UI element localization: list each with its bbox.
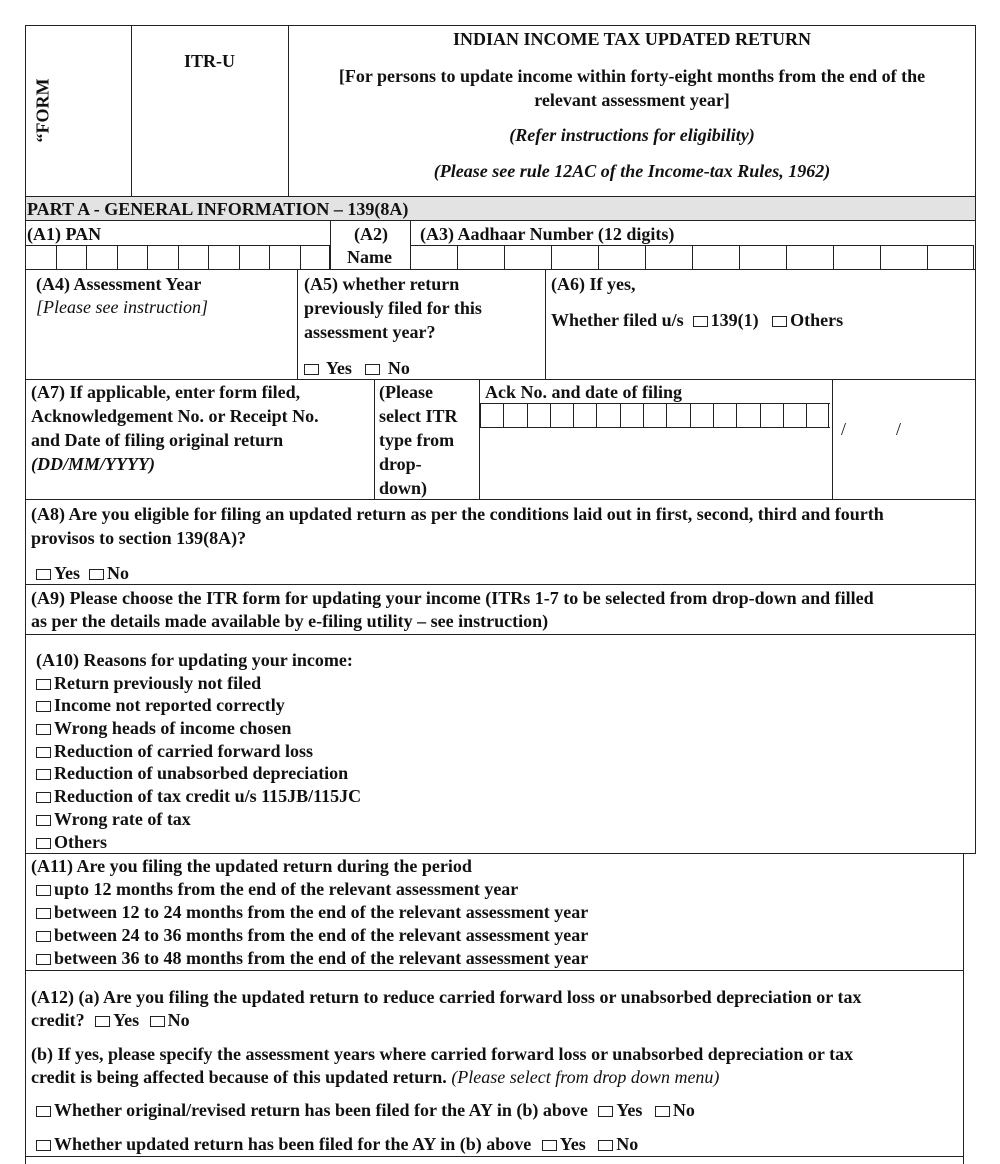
assessment-row-divider-1 — [297, 269, 298, 380]
a7-divider-2 — [479, 379, 480, 500]
rule-note: (Please see rule 12AC of the Income-tax Rules, 1962) — [433, 161, 831, 181]
a10-option[interactable] — [36, 717, 291, 739]
a10-option-label: Reduction of unabsorbed depreciation — [54, 763, 349, 783]
name-label-2: Name — [347, 247, 392, 267]
aadhaar-input-cells[interactable] — [410, 245, 974, 270]
a11-label: (A11) Are you filing the updated return during the period — [31, 856, 472, 876]
form-subtitle-1: [For persons to update income within forty-eight months from the end of the — [338, 66, 926, 86]
ack-number-cells[interactable] — [480, 403, 830, 428]
a9-line1: (A9) Please choose the ITR form for updating your income (ITRs 1-7 to be selected from drop-down and filled — [31, 588, 874, 608]
a11-option-label: between 24 to 36 months from the end of the relevant assessment year — [54, 925, 589, 945]
a8-yes-checkbox[interactable] — [36, 569, 51, 580]
a12c-label: Whether original/revised return has been filed for the AY in (b) above — [54, 1100, 588, 1120]
a12b-line2 — [31, 1066, 719, 1088]
a11-checkbox[interactable] — [36, 954, 51, 965]
a6-question: Whether filed u/s — [551, 310, 684, 330]
a11-option-label: upto 12 months from the end of the relevant assessment year — [54, 879, 519, 899]
a12d-checkbox[interactable] — [36, 1140, 51, 1151]
a9-line2: as per the details made available by e-filing utility – see instruction) — [31, 611, 549, 631]
a10-checkbox[interactable] — [36, 838, 51, 849]
a7-divider-3 — [832, 379, 833, 500]
name-label-1: (A2) — [354, 224, 388, 244]
a7-line1: (A7) If applicable, enter form filed, — [31, 382, 301, 402]
a10-option[interactable] — [36, 808, 191, 830]
a5-yes-label: Yes — [325, 358, 352, 378]
a10-checkbox[interactable] — [36, 724, 51, 735]
a11-option[interactable] — [36, 901, 588, 923]
a12b-text: credit is being affected because of this updated return. — [31, 1067, 447, 1087]
a12d-yes-checkbox[interactable] — [542, 1140, 557, 1151]
itr-type-hint-3: type from — [379, 430, 455, 450]
a10-option[interactable] — [36, 785, 361, 807]
a8-options — [36, 562, 129, 584]
a7-divider-1 — [374, 379, 375, 500]
a5-line1: (A5) whether return — [304, 274, 460, 294]
a6-139-1-checkbox[interactable] — [693, 316, 708, 327]
a5-line3: assessment year? — [304, 322, 436, 342]
a10-option-label: Reduction of carried forward loss — [54, 741, 313, 761]
a12c-checkbox[interactable] — [36, 1106, 51, 1117]
assessment-year-label: (A4) Assessment Year — [36, 274, 202, 294]
date-sep-2: / — [896, 419, 902, 439]
a12d-yes-label: Yes — [559, 1134, 586, 1154]
ack-label: Ack No. and date of filing — [485, 382, 683, 402]
a12a-line1: (A12) (a) Are you filing the updated return to reduce carried forward loss or unabsorbed depreciation or tax — [31, 987, 862, 1007]
a12d-row — [36, 1133, 638, 1155]
a12b-dropdown-note: (Please select from drop down menu) — [451, 1067, 720, 1087]
pan-label: (A1) PAN — [27, 224, 102, 244]
a8-yes-label: Yes — [54, 563, 80, 583]
a7-line4: (DD/MM/YYYY) — [31, 454, 155, 474]
a12-right-border — [963, 970, 964, 1164]
a5-yes-checkbox[interactable] — [304, 364, 319, 375]
part-a-heading: PART A - GENERAL INFORMATION – 139(8A) — [27, 199, 409, 219]
a12b-line1: (b) If yes, please specify the assessment years where carried forward loss or unabsorbed depreciation or tax — [31, 1044, 854, 1064]
a12a-question: credit? — [31, 1010, 85, 1030]
id-row-divider-1 — [330, 220, 331, 270]
a10-option-label: Wrong rate of tax — [54, 809, 191, 829]
a10-option-label: Return previously not filed — [54, 673, 262, 693]
a12a-line2 — [31, 1009, 190, 1031]
itr-type-hint-4: drop- — [379, 454, 422, 474]
a11-option[interactable] — [36, 878, 518, 900]
a12-left-border — [25, 970, 26, 1164]
assessment-year-note: [Please see instruction] — [36, 297, 208, 317]
a10-label: (A10) Reasons for updating your income: — [36, 650, 353, 670]
a10-option-label: Reduction of tax credit u/s 115JB/115JC — [54, 786, 362, 806]
a11-option[interactable] — [36, 947, 588, 969]
pan-input-cells[interactable] — [25, 245, 330, 270]
aadhaar-label: (A3) Aadhaar Number (12 digits) — [420, 224, 675, 244]
a12a-no-checkbox[interactable] — [150, 1016, 165, 1027]
a6-line2 — [551, 309, 843, 331]
a5-no-label: No — [387, 358, 410, 378]
a8-no-checkbox[interactable] — [89, 569, 104, 580]
a8-line2: provisos to section 139(8A)? — [31, 528, 247, 548]
date-sep-1: / — [841, 419, 847, 439]
a10-checkbox[interactable] — [36, 701, 51, 712]
a12d-label: Whether updated return has been filed for the AY in (b) above — [54, 1134, 532, 1154]
a10-checkbox[interactable] — [36, 747, 51, 758]
a8-line1: (A8) Are you eligible for filing an updated return as per the conditions laid out in first, second, third and fourth — [31, 504, 884, 524]
a6-others-checkbox[interactable] — [772, 316, 787, 327]
a6-others-label: Others — [790, 310, 844, 330]
a10-checkbox[interactable] — [36, 815, 51, 826]
eligibility-note: (Refer instructions for eligibility) — [509, 125, 755, 145]
a11-option-label: between 12 to 24 months from the end of the relevant assessment year — [54, 902, 589, 922]
a7-line3: and Date of filing original return — [31, 430, 284, 450]
a6-line1: (A6) If yes, — [551, 274, 636, 294]
a12c-row — [36, 1099, 695, 1121]
a12a-no-label: No — [167, 1010, 190, 1030]
a11-checkbox[interactable] — [36, 931, 51, 942]
a10-option[interactable] — [36, 831, 107, 853]
itr-type-hint-5: down) — [379, 478, 428, 498]
a10-checkbox[interactable] — [36, 769, 51, 780]
a12c-yes-checkbox[interactable] — [598, 1106, 613, 1117]
a12d-no-label: No — [616, 1134, 639, 1154]
a7-line2: Acknowledgement No. or Receipt No. — [31, 406, 319, 426]
assessment-row-divider-2 — [545, 269, 546, 380]
a10-option-label: Others — [54, 832, 107, 852]
itr-type-hint-1: (Please — [379, 382, 433, 402]
a6-139-1-label: 139(1) — [710, 310, 759, 330]
form-code: ITR-U — [183, 51, 235, 71]
a5-no-checkbox[interactable] — [365, 364, 380, 375]
a11-option-label: between 36 to 48 months from the end of the relevant assessment year — [54, 948, 589, 968]
a10-option[interactable] — [36, 762, 348, 784]
a8-no-label: No — [107, 563, 129, 583]
a10-option-label: Wrong heads of income chosen — [54, 718, 292, 738]
a5-line2: previously filed for this — [304, 298, 482, 318]
a11-checkbox[interactable] — [36, 908, 51, 919]
a5-options — [304, 357, 410, 379]
form-subtitle-2: relevant assessment year] — [534, 90, 730, 110]
a12a-yes-label: Yes — [113, 1010, 140, 1030]
a12-bottom-rule — [25, 1156, 963, 1157]
a12c-no-checkbox[interactable] — [655, 1106, 670, 1117]
a10-checkbox[interactable] — [36, 679, 51, 690]
a11-checkbox[interactable] — [36, 885, 51, 896]
a12d-no-checkbox[interactable] — [598, 1140, 613, 1151]
a10-option[interactable] — [36, 694, 285, 716]
a12c-no-label: No — [672, 1100, 695, 1120]
a10-option[interactable] — [36, 740, 313, 762]
a10-option-label: Income not reported correctly — [54, 695, 285, 715]
a12a-yes-checkbox[interactable] — [95, 1016, 110, 1027]
a11-option[interactable] — [36, 924, 588, 946]
form-title: INDIAN INCOME TAX UPDATED RETURN — [452, 29, 812, 49]
a10-checkbox[interactable] — [36, 792, 51, 803]
a12c-yes-label: Yes — [616, 1100, 643, 1120]
form-side-label: “FORM — [32, 78, 53, 143]
a10-option[interactable] — [36, 672, 261, 694]
itr-type-hint-2: select ITR — [379, 406, 458, 426]
